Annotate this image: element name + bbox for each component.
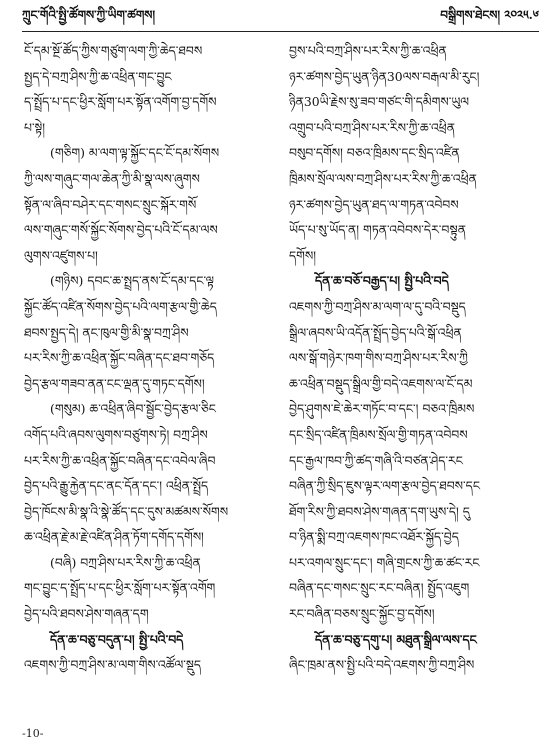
text-line: འཇགས་ཀྱི་བཀྲ་ཤིས་མ་ལག་གིས་འཚོལ་སྡུད (24, 657, 202, 673)
text-line: བ་ཉིན་སྨི་བཀྲ་འཇགས་ཁང་འཐོར་སྐྱོད་བྱེད (289, 529, 459, 545)
text-line: པར་རིས་ཀྱི་ཆ་འཕྲིན་སྐྱོང་བཞིན་དང་ཐབ་གཅོད (24, 350, 215, 366)
text-line: ཡོད་པ་སུ་ཡོད་ན། གཏན་འབེབས་དེར་བསྟུན (289, 222, 466, 238)
text-line: སྟོན་ལ་ཞིབ་བཤེར་དང་གསང་སྲུང་སྐོར་གསོ (24, 196, 197, 212)
text-line: ཐབས་སྤྱད་དེ། ནང་ཁུལ་གྱི་མི་སྣ་བཀྲ་ཤིས (24, 324, 189, 340)
text-line: ཉིན30ཡི་རྗེས་སུ་ཟབ་གཙང་གི་དམིགས་ཡུལ (289, 94, 470, 110)
text-line: དང་རྒྱལ་ཁབ་ཀྱི་ཚད་གཞི་འི་བཙན་ཤེད་རང (289, 452, 463, 468)
issue-info: བསྒྲིགས་ཐེངས། ༢༠༢༥.༦ (440, 8, 539, 22)
text-line: བསུབ་དགོས། བཅའ་ཁྲིམས་དང་སྲིད་འཛིན (289, 145, 460, 161)
text-line: དགོས། (289, 247, 317, 263)
header-divider (22, 31, 539, 32)
text-line: བྱེད་པའི་རྒྱུ་རྐྱེན་དང་ནང་དོན་དང་། འཕྲིན་སྤྲོད (24, 478, 209, 494)
text-line: བཞིན་ཀྱི་སྲིད་ཇུས་ལྟར་ལག་རྩལ་བྱེད་ཐབས་དང (289, 478, 480, 494)
text-line: རང་བཞིན་བཅས་སྲུང་སྐྱོང་བྱ་དགོས། (289, 606, 435, 622)
text-line: འཇགས་ཀྱི་བཀྲ་ཤིས་མ་ལག་ལ་དུ་བའི་བསྡུད (289, 298, 466, 314)
text-line: (གསུམ) ཆ་འཕྲིན་ཞིབ་སྦྱོང་བྱེད་རྩལ་ཅིང (50, 401, 216, 417)
text-line: བྱས་པའི་བཀྲ་ཤིས་པར་རིས་ཀྱི་ཆ་འཕྲིན (289, 43, 447, 58)
text-line: ཞིང་ཁྲམ་ནས་སྤྱི་པའི་བདེ་འཇགས་ཀྱི་བཀྲ་ཤིས (289, 657, 475, 673)
text-line: ཉར་ཚགས་བྱེད་ཡུན་ཉིན30ལས་བརྒལ་མི་རུང། (289, 68, 480, 84)
text-line: འགོད་པའི་ཞབས་ལུགས་བཙུགས་ཏེ། བཀྲ་ཤིས (24, 426, 208, 442)
text-line: ཆ་འཕྲིན་རྗེ་མ་རྗེ་འཛིན་ཤིན་ཏོག་དགོད་དགོས། (24, 529, 204, 545)
text-line: བྱེད་པའི་ཐབས་ཤེས་གཞན་དག (24, 606, 149, 622)
left-text-column (24, 38, 272, 678)
text-line: བྱེད་ཤུགས་ཇེ་ཆེར་གཏོང་བ་དང་། བཅའ་ཁྲིམས (289, 401, 475, 417)
text-line: ཆ་འཕྲིན་བསྡུད་སྒྲིལ་གྱི་བདེ་འཇགས་ལ་ངོ་དམ (289, 375, 473, 391)
text-line: ལས་གཞུང་གསོ་སྐྱོང་སོགས་བྱེད་པའི་ངོ་དམ་ལས (24, 222, 218, 238)
article-heading-line: དོན་ཆ་བཅུ་བདུན་པ། སྤྱི་པའི་བདེ (50, 631, 184, 647)
text-line: སྐྱོང་ཚོད་འཛིན་སོགས་བྱེད་པའི་ལག་རྩལ་གྱི་ཆེད (24, 298, 217, 314)
text-line: སྤྱད་དེ་བཀྲ་ཤིས་ཀྱི་ཆ་འཕྲིན་གང་བྱུང (24, 68, 172, 84)
text-line: སྒྲིལ་ཞབས་ཡི་འདོན་སྤྲོད་བྱེད་པའི་སྒོ་འཕྲིན (289, 324, 462, 340)
text-line: ཐོག་རིས་ཀྱི་ཐབས་ཤེས་གཞན་དག་ཡུས་དེ། དུ (289, 503, 470, 519)
text-line: ཀྱི་ལས་གཞུང་གལ་ཆེན་ཀྱི་མི་སྣ་ལས་ཞུགས (24, 170, 200, 186)
text-line: ལུགས་འཛུགས་པ། (24, 247, 98, 263)
text-line: ལས་སྒོ་གཉེར་ཁག་གིས་བཀྲ་ཤིས་པར་རིས་ཀྱི (289, 350, 468, 366)
article-heading-line: དོན་ཆ་བཅུ་དགུ་པ། མཐུན་སྒྲིལ་ལས་དང (315, 631, 477, 647)
page-header (22, 8, 539, 30)
journal-title: ཀྲུང་གོའི་སྤྱི་ཚོགས་ཀྱི་ཡིག་ཚགས། (22, 8, 156, 22)
text-line: (བཞི) བཀྲ་ཤིས་པར་རིས་ཀྱི་ཆ་འཕྲིན (50, 554, 201, 570)
text-line: (གཉིས) དབང་ཆ་སྤྲད་ནས་ངོ་དམ་དང་ལྟ (50, 273, 215, 289)
text-line: ཁྲིམས་སྲོལ་ལས་བཀྲ་ཤིས་པར་རིས་ཀྱི་ཆ་འཕྲིན (289, 170, 477, 186)
text-line: ཉར་ཚགས་བྱེད་ཡུན་ཐད་ལ་གཏན་འབེབས (289, 196, 459, 212)
text-line: བྱེད་རྩལ་གཟབ་ནན་ངང་ལྡན་དུ་གཏང་དགོས། (24, 375, 205, 391)
text-line: འགྲུབ་པའི་བཀྲ་ཤིས་པར་རིས་ཀྱི་ཆ་འཕྲིན (289, 119, 455, 135)
text-line: དང་སྲིད་འཛིན་ཁྲིམས་སྲོལ་གྱི་གཏན་འབེབས (289, 426, 468, 442)
text-line: བཞིན་དང་གསང་སྲུང་རང་བཞིན། སྤྱོད་འཇུག (289, 580, 470, 596)
page-number: -10- (22, 727, 44, 740)
text-line: པར་འགལ་སྲུང་དང་། གཞི་གྲངས་ཀྱི་ཆ་ཚང་རང (289, 554, 480, 570)
text-line: (གཅིག) མ་ལག་ལྟ་སྐྱོང་དང་ངོ་དམ་སོགས (50, 145, 220, 161)
text-line: བྱེད་ཁོངས་མི་སྣ་འི་སྣེ་ཚོད་དང་དུས་མཚམས་སོགས (24, 503, 229, 519)
text-line: ངོ་དམ་སྔོ་ཚོད་ཀྱིས་གཙུག་ལག་ཀྱི་ཆེད་ཐབས (24, 43, 203, 58)
right-text-column (289, 38, 537, 678)
text-line: པར་རིས་ཀྱི་ཆ་འཕྲིན་སྐྱོང་བཞིན་དང་འབེལ་ཞིབ (24, 452, 216, 468)
text-line: གང་བྱུང་ད་སྤྲོད་པ་དང་ཕྱིར་སློག་པར་སྟོན་འགོག (24, 580, 216, 596)
article-heading-line: དོན་ཆ་བཅོ་བརྒྱད་པ། སྤྱི་པའི་བདེ (315, 273, 449, 289)
text-line: པ་སྟེ། (24, 119, 46, 135)
text-line: ད་སྤྲོད་པ་དང་ཕྱིར་སློག་པར་སྟོན་འགོག་བྱ་དགོས (24, 94, 217, 110)
